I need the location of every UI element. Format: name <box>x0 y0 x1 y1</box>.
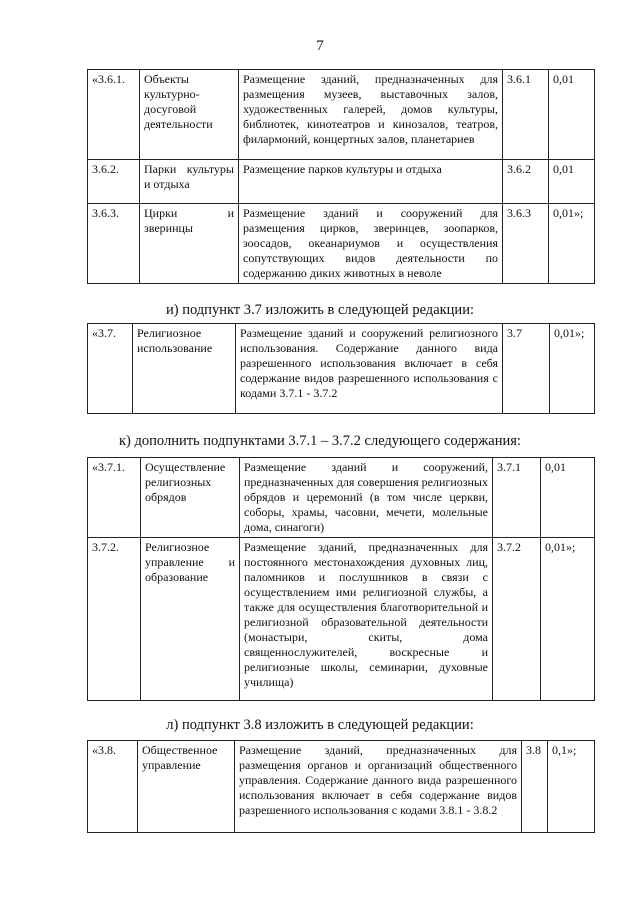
row-name: Объекты культурно-досуговой деятельности <box>140 70 239 160</box>
row-value: 0,01»; <box>550 324 595 414</box>
row-code: 3.6.3. <box>88 204 140 284</box>
table-row <box>88 70 595 160</box>
table-row <box>88 160 595 204</box>
row-code: 3.7.2. <box>88 538 141 701</box>
row-description: Размещение зданий, предназначенных для размещения органов и организаций общественного управления. Содержание данного вида разрешенного использования включает в себя содержание видов разрешенного использования с кодами 3.8.1 - 3.8.2 <box>235 741 522 833</box>
row-code: «3.7. <box>88 324 133 414</box>
row-description: Размещение зданий, предназначенных для размещения музеев, выставочных залов, художественных галерей, домов культуры, библиотек, кинотеатров и кинозалов, театров, филармоний, концертных залов, планетариев <box>239 70 503 160</box>
land-use-table-3-6 <box>87 69 595 284</box>
row-name: Осуществление религиозных обрядов <box>141 458 240 538</box>
row-ref: 3.8 <box>522 741 548 833</box>
row-value: 0,01 <box>549 160 595 204</box>
row-description: Размещение парков культуры и отдыха <box>239 160 503 204</box>
row-ref: 3.7.2 <box>493 538 541 701</box>
land-use-table-3-7-1 <box>87 457 595 701</box>
row-name: Религиозное управление и образование <box>141 538 240 701</box>
table-row <box>88 741 595 833</box>
row-ref: 3.6.2 <box>503 160 549 204</box>
row-name: Религиозное использование <box>133 324 236 414</box>
row-description: Размещение зданий, предназначенных для постоянного местонахождения духовных лиц, паломников и послушников в связи с осуществлением ими религиозной службы, а также для осуществления благотворительной и религиозной образовательной деятельности (монастыри, скиты, дома священнослужителей, воскресные и религиозные школы, семинарии, духовные училища) <box>240 538 493 701</box>
section-intro-3-8: л) подпункт 3.8 изложить в следующей редакции: <box>166 717 474 733</box>
row-description: Размещение зданий и сооружений для размещения цирков, зверинцев, зоопарков, зоосадов, океанариумов и осуществления сопутствующих видов деятельности по содержанию диких животных в неволе <box>239 204 503 284</box>
section-intro-3-7: и) подпункт 3.7 изложить в следующей редакции: <box>166 302 474 318</box>
row-value: 0,01»; <box>549 204 595 284</box>
row-name: Парки культуры и отдыха <box>140 160 239 204</box>
table-row <box>88 538 595 701</box>
row-value: 0,1»; <box>548 741 595 833</box>
row-ref: 3.6.3 <box>503 204 549 284</box>
row-ref: 3.6.1 <box>503 70 549 160</box>
row-value: 0,01»; <box>541 538 595 701</box>
row-description: Размещение зданий и сооружений религиозного использования. Содержание данного вида разрешенного использования включает в себя содержание видов разрешенного использования с кодами 3.7.1 - 3.7.2 <box>236 324 503 414</box>
row-code: «3.6.1. <box>88 70 140 160</box>
land-use-table-3-8 <box>87 740 595 833</box>
table-row <box>88 458 595 538</box>
table-row <box>88 324 595 414</box>
row-code: «3.8. <box>88 741 138 833</box>
row-description: Размещение зданий и сооружений, предназначенных для совершения религиозных обрядов и церемоний (в том числе церкви, соборы, храмы, часовни, мечети, молельные дома, синагоги) <box>240 458 493 538</box>
row-code: 3.6.2. <box>88 160 140 204</box>
section-intro-3-7-1: к) дополнить подпунктами 3.7.1 – 3.7.2 следующего содержания: <box>119 433 521 449</box>
table-row <box>88 204 595 284</box>
row-ref: 3.7.1 <box>493 458 541 538</box>
row-value: 0,01 <box>549 70 595 160</box>
row-ref: 3.7 <box>503 324 550 414</box>
row-code: «3.7.1. <box>88 458 141 538</box>
page-number: 7 <box>316 38 324 54</box>
row-value: 0,01 <box>541 458 595 538</box>
land-use-table-3-7 <box>87 323 595 414</box>
row-name: Общественное управление <box>138 741 235 833</box>
row-name: Цирки и зверинцы <box>140 204 239 284</box>
